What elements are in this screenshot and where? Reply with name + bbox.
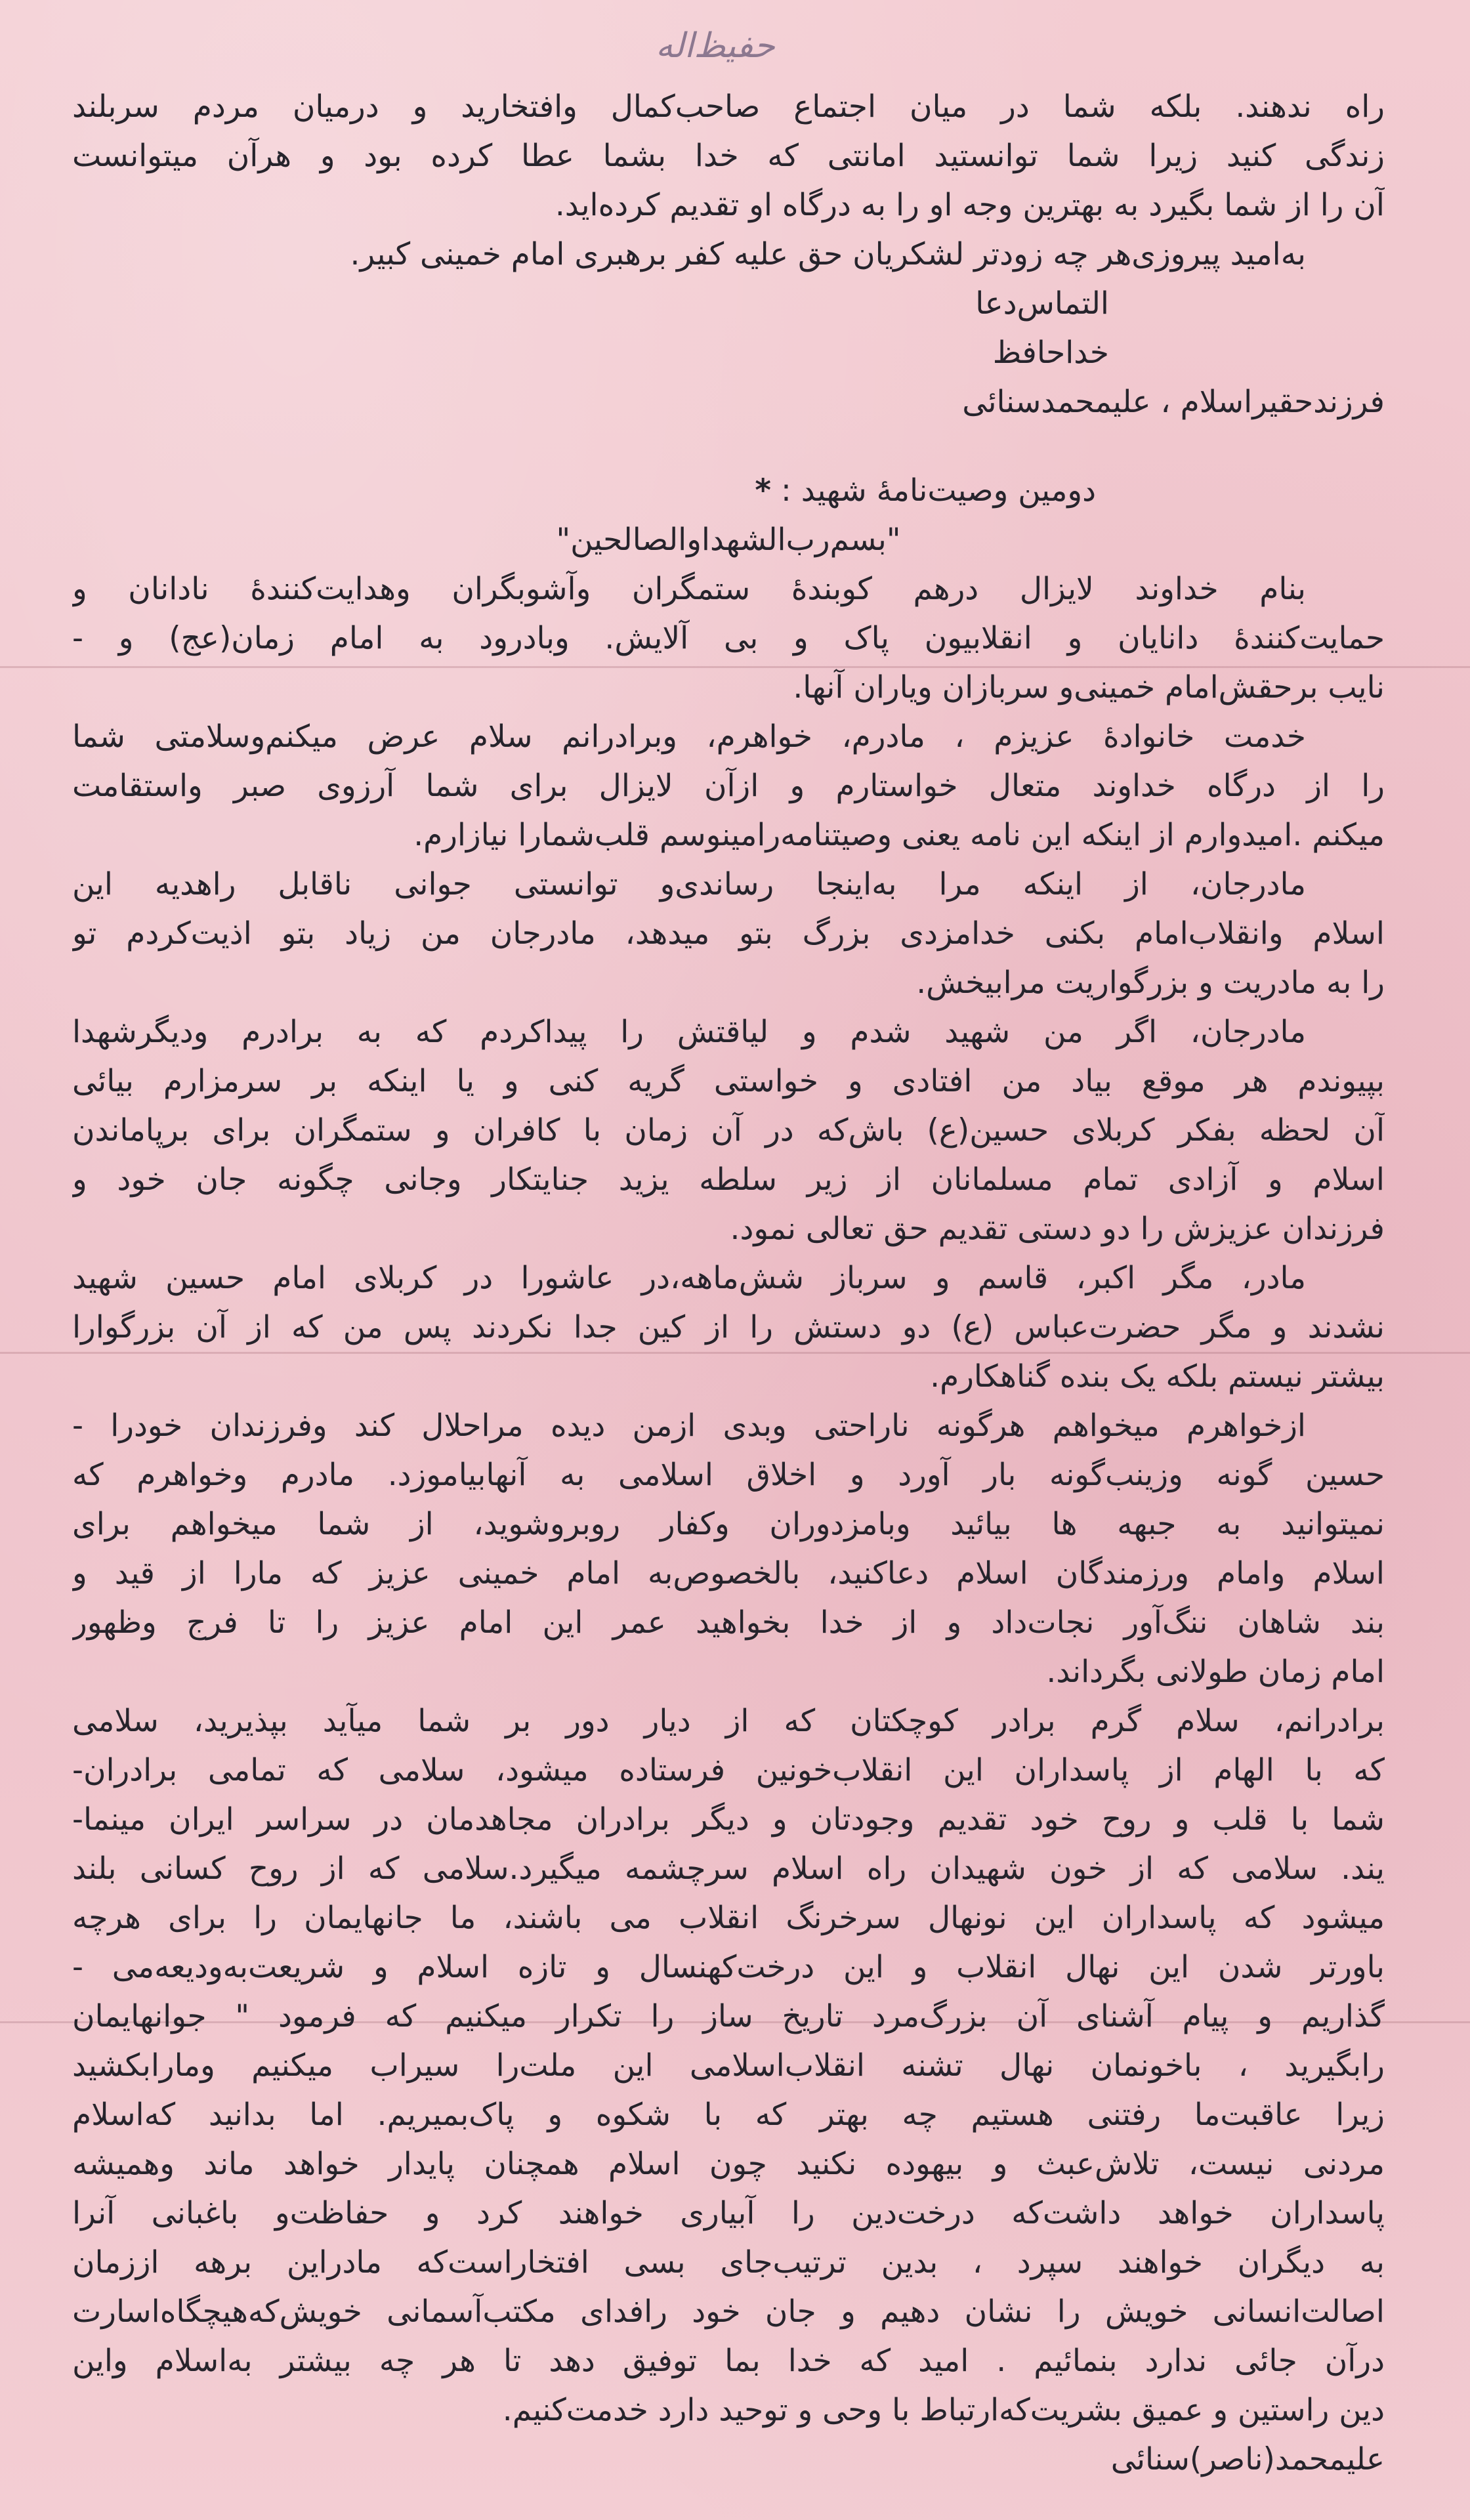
text-line: بند شاهان ننگ‌آور نجات‌داد و از خدا بخواهید عمر این امام عزیز را تا فرج وظهور <box>72 1605 1385 1641</box>
paragraph-opening <box>72 564 1385 712</box>
text-line: بنام خداوند لایزال درهم کوبندهٔ ستمگران وآشوبگران وهدایت‌کنندهٔ نادانان و <box>72 571 1306 607</box>
text-line: شما با قلب و روح خود تقدیم وجودتان و دیگر برادران مجاهدمان در سراسر ایران مینما- <box>72 1801 1385 1838</box>
closing-request-prayer: التماس‌دعا <box>975 285 1109 322</box>
text-line: حسین گونه وزینب‌گونه بار آورد و اخلاق اسلامی به آنهابیاموزد. مادرم وخواهرم که <box>72 1457 1385 1493</box>
paragraph-sister <box>72 1401 1385 1696</box>
section-title: دومین وصیت‌نامهٔ شهید : <box>780 472 1096 509</box>
will-signature: علیمحمد(ناصر)سنائی <box>1110 2441 1385 2477</box>
text-line: برادرانم، سلام گرم برادر کوچکتان که از دیار دور بر شما میآید بپذیرید، سلامی <box>72 1703 1385 1739</box>
text-line: گذاریم و پیام آشنای آن بزرگ‌مرد تاریخ ساز را تکرار میکنیم که فرمود " جوانهایمان <box>72 1998 1385 2034</box>
text-line: حمایت‌کنندهٔ دانایان و انقلابیون پاک و بی آلایش. وبادرود به امام زمان(عج) و - <box>72 620 1385 656</box>
text-line: باورتر شدن این نهال انقلاب و این درخت‌کهنسال و تازه اسلام و شریعت‌به‌ودیعه‌می - <box>72 1949 1385 1985</box>
text-line: یند. سلامی که از خون شهیدان راه اسلام سرچشمه میگیرد.سلامی که از روح کسانی بلند <box>72 1851 1385 1887</box>
text-line: که با الهام از پاسداران این انقلاب‌خونین فرستاده میشود، سلامی که تمامی برادران- <box>72 1752 1385 1788</box>
text-line: درآن جائی ندارد بنمائیم . امید که خدا بما توفیق دهد تا هر چه بیشتر به‌اسلام واین <box>72 2343 1385 2379</box>
text-line: به‌امید پیروزی‌هر چه زودتر لشکریان حق علیه کفر برهبری امام خمینی کبیر. <box>350 236 1306 272</box>
section-heading <box>72 466 1385 515</box>
text-line: زندگی کنید زیرا شما توانستید امانتی که خدا بشما عطا کرده بود و هرآن میتوانست <box>72 138 1385 174</box>
first-letter-signature: فرزندحقیراسلام ، علیمحمدسنائی <box>962 384 1385 420</box>
text-line: رابگیرید ، باخونمان نهال تشنه انقلاب‌اسلامی این ملت‌را سیراب میکنیم ومارابکشید <box>72 2048 1385 2084</box>
text-line: مادرجان، از اینکه مرا به‌اینجا رساندی‌و توانستی جوانی ناقابل راهدیه این <box>72 866 1306 902</box>
text-line: نمیتوانید به جبهه ها بیائید وبامزدوران وکفار روبروشوید، از شما میخواهم برای <box>72 1506 1385 1542</box>
text-line: را از درگاه خداوند متعال خواستارم و ازآن لایزال برای شما آرزوی صبر واستقامت <box>72 768 1385 804</box>
paragraph-mother-1 <box>72 860 1385 1007</box>
first-letter-body <box>72 82 1385 279</box>
text-line: مادر، مگر اکبر، قاسم و سرباز شش‌ماهه،در عاشورا در کربلای امام حسین شهید <box>72 1260 1306 1296</box>
text-line: مادرجان، اگر من شهید شدم و لیاقتش را پیداکردم که به برادرم ودیگرشهدا <box>72 1014 1306 1050</box>
text-line: اسلام وامام ورزمندگان اسلام دعاکنید، بالخصوص‌به امام خمینی عزیز که مارا از قید و <box>72 1555 1385 1591</box>
text-line: اصالت‌انسانی خویش را نشان دهیم و جان خود رافدای مکتب‌آسمانی خویش‌که‌هیچگاه‌اسارت <box>72 2294 1385 2330</box>
text-line: پاسداران خواهد داشت‌که درخت‌دین را آبیاری خواهند کرد و حفاظت‌و باغبانی آنرا <box>72 2195 1385 2231</box>
text-line: راه ندهند. بلکه شما در میان اجتماع صاحب‌کمال وافتخارید و درمیان مردم سربلند <box>72 89 1385 125</box>
paragraph-mother-3 <box>72 1253 1385 1401</box>
text-line: بیشتر نیستم بلکه یک بنده گناهکارم. <box>930 1358 1385 1395</box>
text-line: میشود که پاسداران این نونهال سرخرنگ انقلاب می باشند، ما جانهایمان را برای هرچه <box>72 1900 1385 1936</box>
text-line: دین راستین و عمیق بشریت‌که‌ارتباط با وحی و توحید دارد خدمت‌کنیم. <box>502 2392 1385 2428</box>
text-line: را به مادریت و بزرگواریت مرابیخش. <box>916 965 1385 1001</box>
text-line: اسلام وانقلاب‌امام بکنی خدامزدی بزرگ بتو میدهد، مادرجان من زیاد بتو اذیت‌کردم تو <box>72 915 1385 952</box>
paragraph-brothers <box>72 1696 1385 2435</box>
text-line: خدمت خانوادهٔ عزیزم ، مادرم، خواهرم، وبرادرانم سلام عرض میکنم‌وسلامتی شما <box>72 719 1306 755</box>
text-line: فرزندان عزیزش را دو دستی تقدیم حق تعالی نمود. <box>730 1211 1385 1247</box>
text-line: به دیگران خواهند سپرد ، بدین ترتیب‌جای بسی افتخاراست‌که مادراین برهه اززمان <box>72 2244 1385 2280</box>
section-spacer <box>72 427 1385 466</box>
invocation: "بسم‌رب‌الشهداوالصالحین" <box>556 522 901 558</box>
handwritten-header-note: حفیظ‌اله <box>656 26 775 66</box>
text-line: آن لحظه بفکر کربلای حسین(ع) باش‌که در آن زمان با کافران و ستمگران برای برپاماندن <box>72 1112 1385 1148</box>
text-line: امام زمان طولانی بگرداند. <box>1046 1654 1385 1690</box>
text-line: میکنم .امیدوارم از اینکه این نامه یعنی وصیتنامه‌رامینوسم قلب‌شمارا نیازارم. <box>413 817 1385 853</box>
text-line: زیرا عاقبت‌ما رفتنی هستیم چه بهتر که با شکوه و پاک‌بمیریم. اما بدانید که‌اسلام <box>72 2097 1385 2133</box>
text-line: ازخواهرم میخواهم هرگونه ناراحتی وبدی ازمن دیده مراحلال کند وفرزندان خودرا - <box>72 1408 1306 1444</box>
paragraph-mother-2 <box>72 1007 1385 1253</box>
text-line: مردنی نیست، تلاش‌عبث و بیهوده نکنید چون اسلام همچنان پایدار خواهد ماند وهمیشه <box>72 2146 1385 2182</box>
text-line: نشدند و مگر حضرت‌عباس (ع) دو دستش را از کین جدا نکردند پس من که از آن بزرگوارا <box>72 1309 1385 1345</box>
bullet-icon: * <box>755 472 772 509</box>
letter-content <box>72 82 1385 2484</box>
text-line: اسلام و آزادی تمام مسلمانان از زیر سلطه یزید جنایتکار وجانی چگونه جان خود و <box>72 1162 1385 1198</box>
first-letter-closing <box>72 279 1385 427</box>
closing-goodbye: خداحافظ <box>992 335 1109 371</box>
text-line: بپیوندم هر موقع بیاد من افتادی و خواستی گریه کنی و یا اینکه بر سرمزارم بیائی <box>72 1063 1385 1099</box>
text-line: آن را از شما بگیرد به بهترین وجه او را به درگاه او تقدیم کرده‌اید. <box>555 187 1385 223</box>
paragraph-family-greeting <box>72 712 1385 860</box>
text-line: نایب برحقش‌امام خمینی‌و سربازان ویاران آنها. <box>793 669 1385 705</box>
